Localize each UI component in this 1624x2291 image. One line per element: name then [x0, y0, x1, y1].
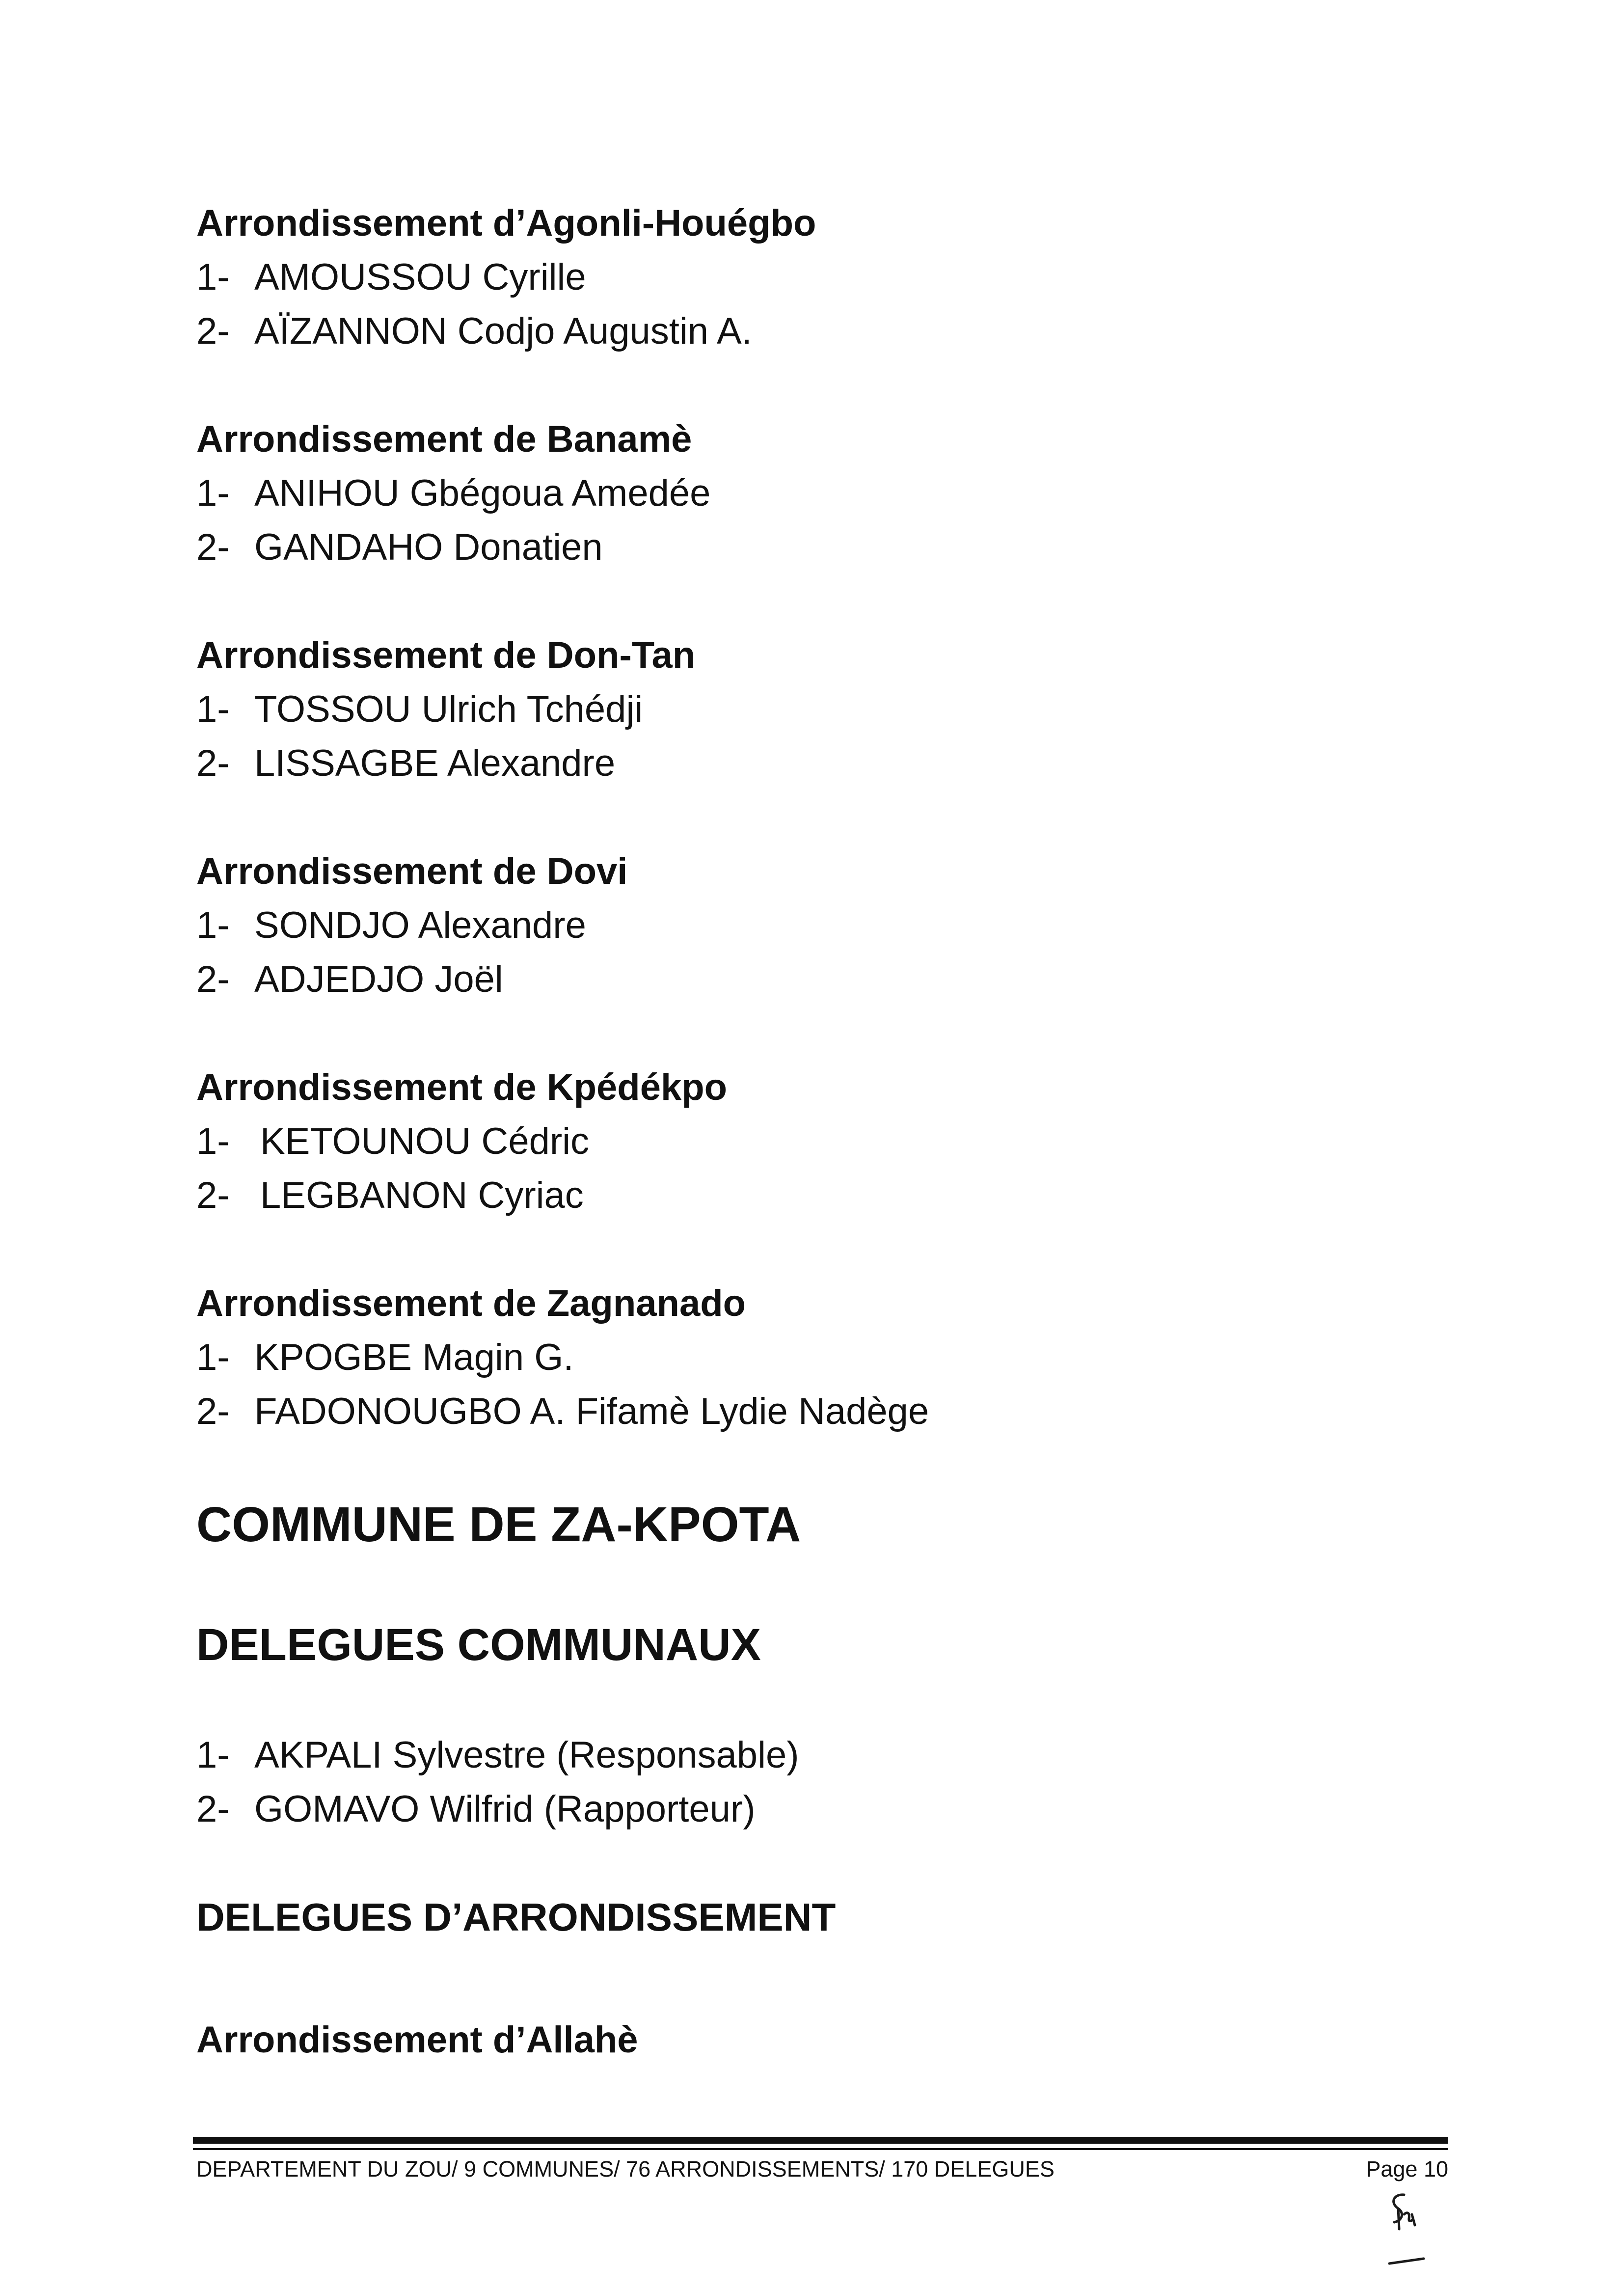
- delegate-name: AÏZANNON Codjo Augustin A.: [254, 310, 752, 352]
- delegate-item: [196, 1728, 1448, 1782]
- delegate-name: SONDJO Alexandre: [254, 904, 586, 946]
- arrondissement-group: [196, 196, 1448, 358]
- delegate-number: 1-: [196, 1336, 230, 1378]
- delegate-number: 2-: [196, 1391, 230, 1432]
- delegate-item: [196, 466, 1448, 520]
- delegate-number: 1-: [196, 1120, 230, 1162]
- arrondissement-delegates-title: DELEGUES D’ARRONDISSEMENT: [196, 1895, 836, 1939]
- arrondissement-heading: Arrondissement de Banamè: [196, 418, 692, 460]
- delegate-item: [196, 736, 1448, 791]
- delegate-item: [196, 1782, 1448, 1836]
- delegate-name: KPOGBE Magin G.: [254, 1336, 574, 1378]
- delegate-number: 2-: [196, 1174, 230, 1216]
- delegate-number: 1-: [196, 688, 230, 730]
- page-content: [196, 196, 1448, 2067]
- delegate-item: [196, 899, 1448, 953]
- delegate-name: AKPALI Sylvestre (Responsable): [254, 1734, 799, 1776]
- delegate-item: [196, 1115, 1448, 1169]
- arrondissement-heading: Arrondissement d’Agonli-Houégbo: [196, 202, 816, 244]
- delegate-name: ANIHOU Gbégoua Amedée: [254, 472, 711, 514]
- communal-delegates-title: DELEGUES COMMUNAUX: [196, 1620, 761, 1670]
- delegate-number: 2-: [196, 958, 230, 1000]
- delegate-name: AMOUSSOU Cyrille: [254, 256, 586, 298]
- arrondissement-heading: Arrondissement d’Allahè: [196, 2019, 638, 2061]
- delegate-name: GOMAVO Wilfrid (Rapporteur): [254, 1788, 756, 1830]
- delegate-item: [196, 1331, 1448, 1385]
- arrondissement-group: [196, 412, 1448, 574]
- delegate-item: [196, 953, 1448, 1007]
- delegate-number: 1-: [196, 256, 230, 298]
- page-number: Page 10: [1366, 2156, 1448, 2182]
- delegate-item: [196, 304, 1448, 358]
- delegate-number: 1-: [196, 472, 230, 514]
- arrondissement-group: [196, 628, 1448, 791]
- delegate-item: [196, 1385, 1448, 1439]
- delegate-number: 2-: [196, 526, 230, 568]
- delegate-item: [196, 520, 1448, 574]
- signature-initials: [1375, 2190, 1438, 2273]
- delegate-name: KETOUNOU Cédric: [260, 1120, 590, 1162]
- delegate-item: [196, 250, 1448, 304]
- delegate-item: [196, 1169, 1448, 1223]
- arrondissement-heading: Arrondissement de Dovi: [196, 850, 628, 892]
- delegate-name: TOSSOU Ulrich Tchédji: [254, 688, 643, 730]
- communal-delegates-list: [196, 1728, 1448, 1836]
- arrondissement-heading: Arrondissement de Zagnanado: [196, 1282, 746, 1324]
- footer-text: DEPARTEMENT DU ZOU/ 9 COMMUNES/ 76 ARRONDISSEMENTS/ 170 DELEGUES: [196, 2156, 1055, 2182]
- arrondissement-heading: Arrondissement de Don-Tan: [196, 634, 696, 676]
- delegate-item: [196, 682, 1448, 736]
- arrondissement-group: [196, 1061, 1448, 1223]
- footer-rule-thin: [193, 2148, 1448, 2150]
- commune-title: COMMUNE DE ZA-KPOTA: [196, 1497, 801, 1552]
- delegate-number: 2-: [196, 742, 230, 784]
- delegate-name: FADONOUGBO A. Fifamè Lydie Nadège: [254, 1391, 929, 1432]
- delegate-name: ADJEDJO Joël: [254, 958, 503, 1000]
- delegate-name: LISSAGBE Alexandre: [254, 742, 616, 784]
- arrondissement-heading: Arrondissement de Kpédékpo: [196, 1066, 728, 1108]
- delegate-number: 2-: [196, 1788, 230, 1830]
- arrondissement-group: [196, 845, 1448, 1007]
- delegate-number: 1-: [196, 1734, 230, 1776]
- arrondissement-group: [196, 1277, 1448, 1439]
- footer-rule: [193, 2137, 1448, 2144]
- delegate-number: 1-: [196, 904, 230, 946]
- delegate-name: GANDAHO Donatien: [254, 526, 603, 568]
- delegate-name: LEGBANON Cyriac: [260, 1174, 584, 1216]
- delegate-number: 2-: [196, 310, 230, 352]
